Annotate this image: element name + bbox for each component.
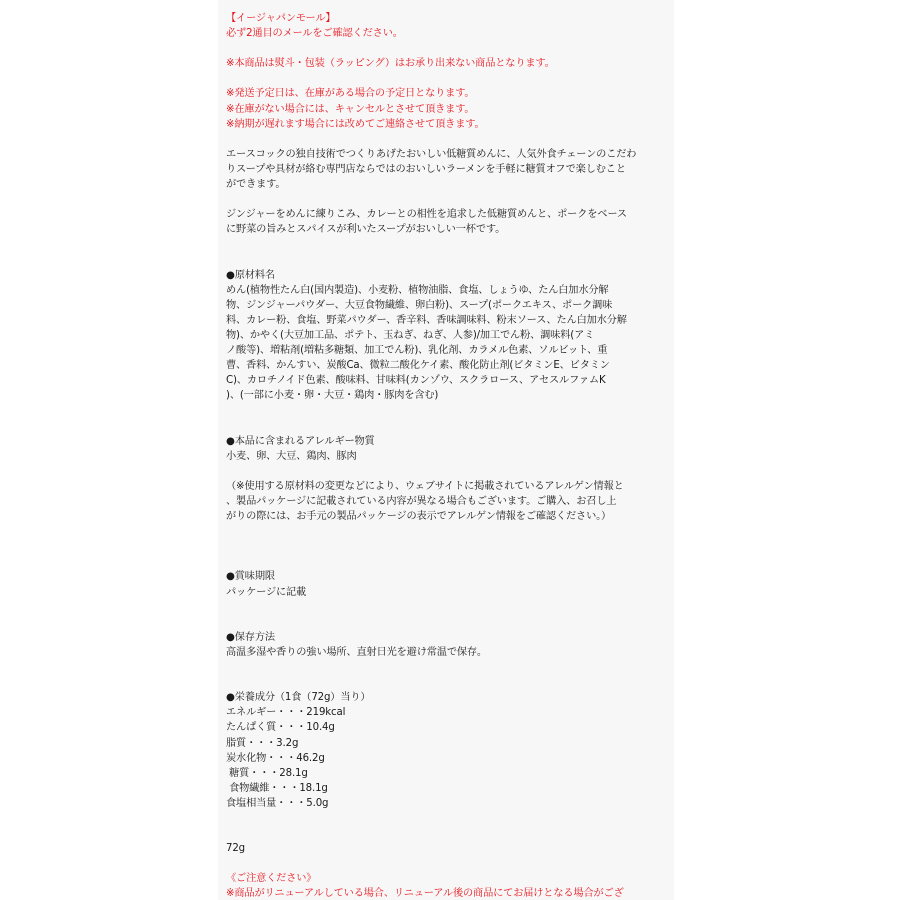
ingredients-heading: ●原材料名 — [226, 269, 275, 281]
caution-heading: 《ご注意ください》 — [226, 873, 317, 885]
mail-notice: 必ず2通目のメールをご確認ください。 — [226, 28, 403, 40]
shipping-notice-line: ※納期が遅れます場合には改めてご連絡させて頂きます。 — [226, 118, 485, 130]
nutrition-heading: ●栄養成分（1食（72g）当り） — [226, 692, 371, 704]
best-before-heading: ●賞味期限 — [226, 571, 275, 583]
shipping-notice-line: ※発送予定日は、在庫がある場合の予定日となります。 — [226, 88, 475, 100]
nutrition-row: 食塩相当量・・・5.0g — [226, 797, 329, 809]
nutrition-row: エネルギー・・・219kcal — [226, 707, 346, 719]
product-weight: 72g — [226, 843, 245, 855]
description-content — [226, 11, 666, 900]
allergens-note-line: 、製品パッケージに記載されている内容が異なる場合もございます。ご購入、お召し上 — [226, 496, 617, 507]
storage-text: 高温多湿や香りの強い場所、直射日光を避け常温で保存。 — [226, 646, 487, 658]
ingredients-line: )、(一部に小麦・卵・大豆・鶏肉・豚肉を含む) — [226, 390, 439, 402]
nutrition-row: 糖質・・・28.1g — [226, 767, 308, 779]
ingredients-line: ノ酸等)、増粘剤(増粘多糖類、加工でん粉)、乳化剤、カラメル色素、ソルビット、重 — [226, 345, 608, 357]
nutrition-row: たんぱく質・・・10.4g — [226, 722, 335, 734]
ingredients-line: C)、カロチノイド色素、酸味料、甘味料(カンゾウ、スクラロース、アセスルファムK — [226, 375, 606, 387]
description-line: ジンジャーをめんに練りこみ、カレーとの相性を追求した低糖質めんと、ポークをベース — [226, 209, 627, 221]
nutrition-row: 食物繊維・・・18.1g — [226, 782, 328, 794]
ingredients-line: 曹、香料、かんすい、炭酸Ca、微粒二酸化ケイ素、酸化防止剤(ビタミンE、ビタミン — [226, 360, 610, 372]
shipping-notice-line: ※在庫がない場合には、キャンセルとさせて頂きます。 — [226, 103, 475, 115]
description-line: に野菜の旨みとスパイスが利いたスープがおいしい一杯です。 — [226, 224, 506, 236]
allergens-list: 小麦、卵、大豆、鶏肉、豚肉 — [226, 450, 357, 462]
allergens-note-line: がりの際には、お手元の製品パッケージの表示でアレルゲン情報をご確認ください。） — [226, 511, 612, 523]
allergens-heading: ●本品に含まれるアレルギー物質 — [226, 435, 375, 447]
wrapping-notice: ※本商品は熨斗・包装（ラッピング）はお承り出来ない商品となります。 — [226, 58, 555, 70]
allergens-note-line: （※使用する原材料の変更などにより、ウェブサイトに掲載されているアレルゲン情報と — [226, 480, 624, 492]
best-before-text: パッケージに記載 — [226, 586, 307, 598]
ingredients-line: 物)、かやく(大豆加工品、ポテト、玉ねぎ、ねぎ、人参)/加工でん粉、調味料(アミ — [226, 329, 595, 341]
description-line: エースコックの独自技術でつくりあげたおいしい低糖質めんに、人気外食チェーンのこだわ — [226, 148, 637, 160]
ingredients-line: 物、ジンジャーパウダー、大豆食物繊維、卵白粉)、スープ(ポークエキス、ポーク調味 — [226, 299, 613, 311]
caution-text: ※商品がリニューアルしている場合、リニューアル後の商品にてお届けとなる場合がござ — [226, 888, 624, 900]
ingredients-line: めん(植物性たん白(国内製造)、小麦粉、植物油脂、食塩、しょうゆ、たん白加水分解 — [226, 284, 609, 296]
nutrition-row: 脂質・・・3.2g — [226, 737, 299, 749]
storage-heading: ●保存方法 — [226, 631, 275, 643]
description-line: ができます。 — [226, 179, 286, 191]
ingredients-line: 料、カレー粉、食塩、野菜パウダー、香辛料、香味調味料、粉末ソース、たん白加水分解 — [226, 314, 627, 326]
description-line: りスープや具材が絡む専門店ならではのおいしいラーメンを手軽に糖質オフで楽しむこと — [226, 163, 626, 175]
nutrition-row: 炭水化物・・・46.2g — [226, 752, 325, 764]
store-name: 【イージャパンモール】 — [226, 13, 336, 24]
